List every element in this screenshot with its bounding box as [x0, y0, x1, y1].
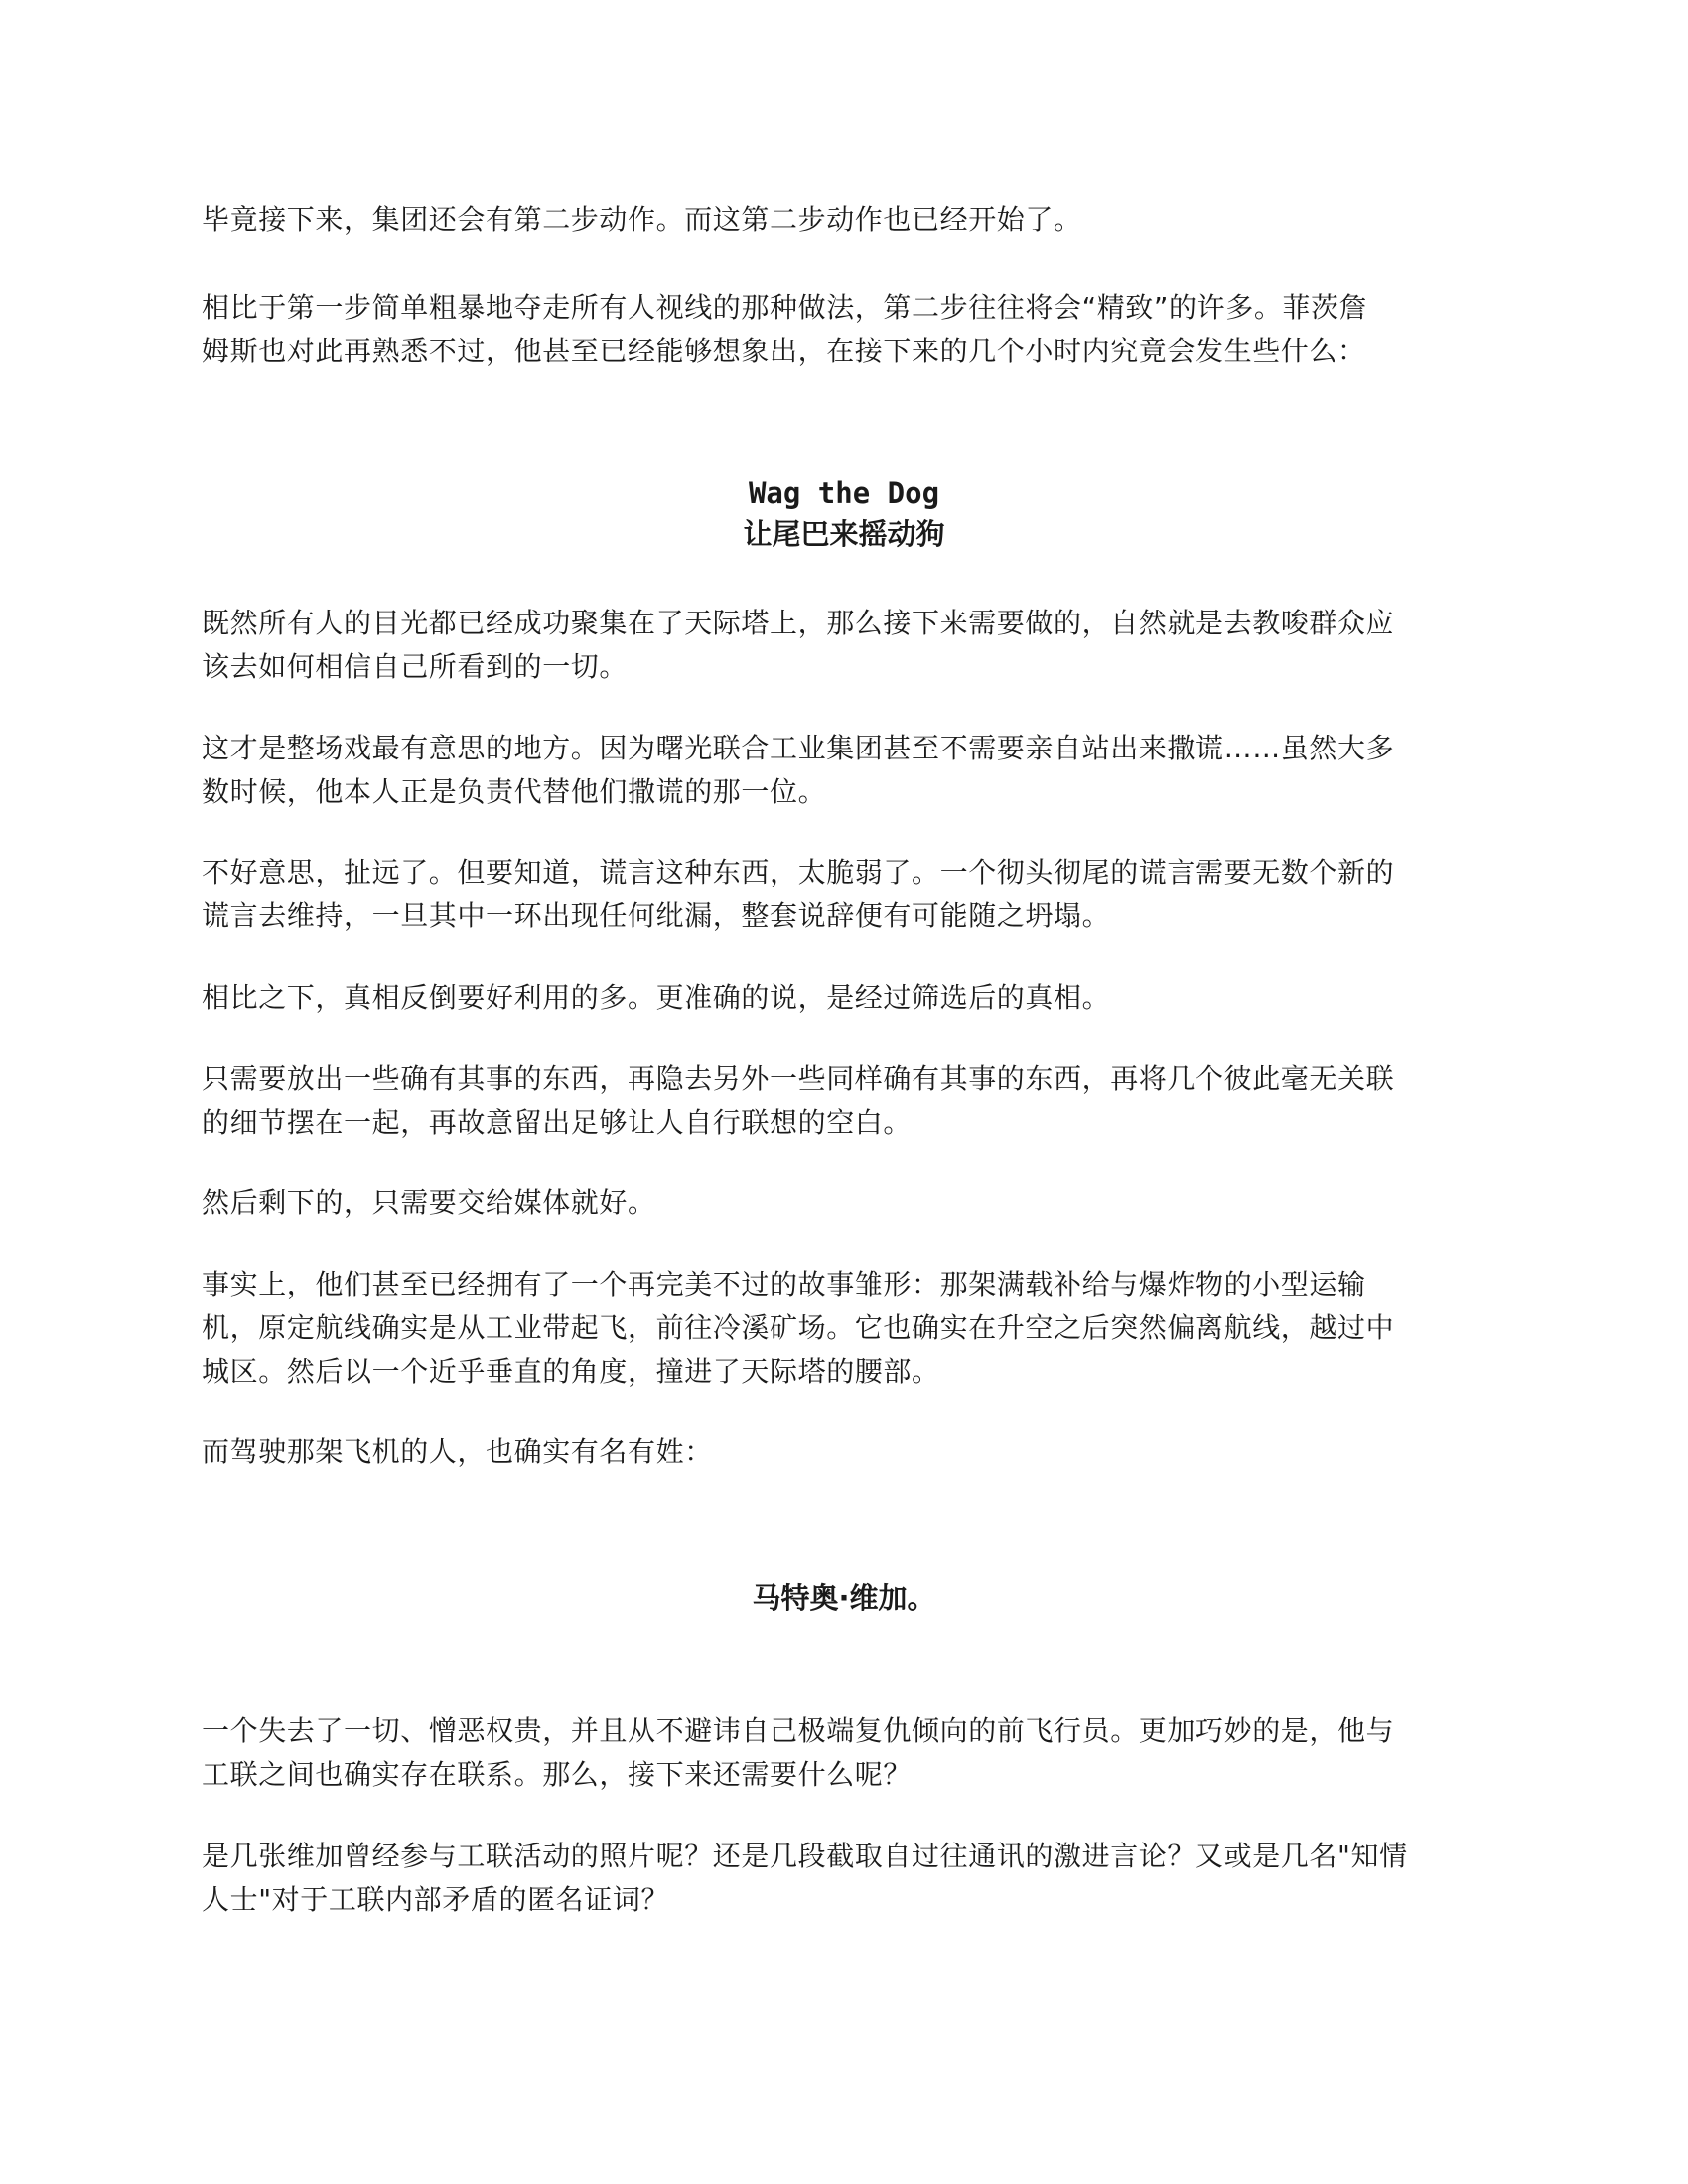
text-line: 是几张维加曾经参与工联活动的照片呢？还是几段截取自过往通讯的激进言论？又或是几名"知情	[202, 1840, 1408, 1872]
paragraph-6	[202, 976, 1492, 1020]
paragraph-5	[202, 851, 1492, 938]
text-line: 城区。然后以一个近乎垂直的角度，撞进了天际塔的腰部。	[202, 1355, 940, 1388]
name-heading: 马特奥·维加。	[752, 1581, 936, 1615]
paragraph-8	[202, 1181, 1492, 1225]
text-line: 一个失去了一切、憎恶权贵，并且从不避讳自己极端复仇倾向的前飞行员。更加巧妙的是，他与	[202, 1714, 1395, 1747]
text-line: 而驾驶那架飞机的人，也确实有名有姓：	[202, 1435, 713, 1468]
text-line: 工联之间也确实存在联系。那么，接下来还需要什么呢？	[202, 1758, 913, 1791]
text-line: 然后剩下的，只需要交给媒体就好。	[202, 1186, 656, 1219]
paragraph-10	[202, 1431, 1492, 1474]
paragraph-9	[202, 1263, 1492, 1394]
paragraph-3	[202, 602, 1492, 689]
text-line: 数时候，他本人正是负责代替他们撒谎的那一位。	[202, 775, 827, 808]
text-line: 该去如何相信自己所看到的一切。	[202, 650, 629, 683]
section-heading-english: Wag the Dog	[748, 477, 940, 510]
text-line: 毕竟接下来，集团还会有第二步动作。而这第二步动作也已经开始了。	[202, 204, 1082, 236]
paragraph-1	[202, 199, 1492, 242]
text-line: 只需要放出一些确有其事的东西，再隐去另外一些同样确有其事的东西，再将几个彼此毫无关联	[202, 1062, 1395, 1095]
text-line: 既然所有人的目光都已经成功聚集在了天际塔上，那么接下来需要做的，自然就是去教唆群众应	[202, 607, 1395, 639]
paragraph-2	[202, 286, 1492, 373]
paragraph-7	[202, 1057, 1492, 1145]
text-line: 谎言去维持，一旦其中一环出现任何纰漏，整套说辞便有可能随之坍塌。	[202, 899, 1111, 932]
text-line: 相比于第一步简单粗暴地夺走所有人视线的那种做法，第二步往往将会“精致”的许多。菲茨詹	[202, 291, 1368, 324]
text-line: 这才是整场戏最有意思的地方。因为曙光联合工业集团甚至不需要亲自站出来撒谎……虽然大多	[202, 732, 1395, 764]
text-line: 机，原定航线确实是从工业带起飞，前往冷溪矿场。它也确实在升空之后突然偏离航线，越过中	[202, 1311, 1395, 1344]
text-line: 事实上，他们甚至已经拥有了一个再完美不过的故事雏形：那架满载补给与爆炸物的小型运输	[202, 1268, 1366, 1300]
paragraph-12	[202, 1835, 1492, 1922]
text-line: 人士"对于工联内部矛盾的匿名证词？	[202, 1883, 670, 1916]
text-line: 不好意思，扯远了。但要知道，谎言这种东西，太脆弱了。一个彻头彻尾的谎言需要无数个新的	[202, 856, 1395, 888]
paragraph-11	[202, 1709, 1492, 1797]
text-line: 姆斯也对此再熟悉不过，他甚至已经能够想象出，在接下来的几个小时内究竟会发生些什么：	[202, 335, 1366, 367]
text-line: 的细节摆在一起，再故意留出足够让人自行联想的空白。	[202, 1106, 913, 1139]
text-line: 相比之下，真相反倒要好利用的多。更准确的说，是经过筛选后的真相。	[202, 981, 1111, 1014]
section-heading-chinese: 让尾巴来摇动狗	[743, 517, 945, 551]
paragraph-4	[202, 727, 1492, 814]
